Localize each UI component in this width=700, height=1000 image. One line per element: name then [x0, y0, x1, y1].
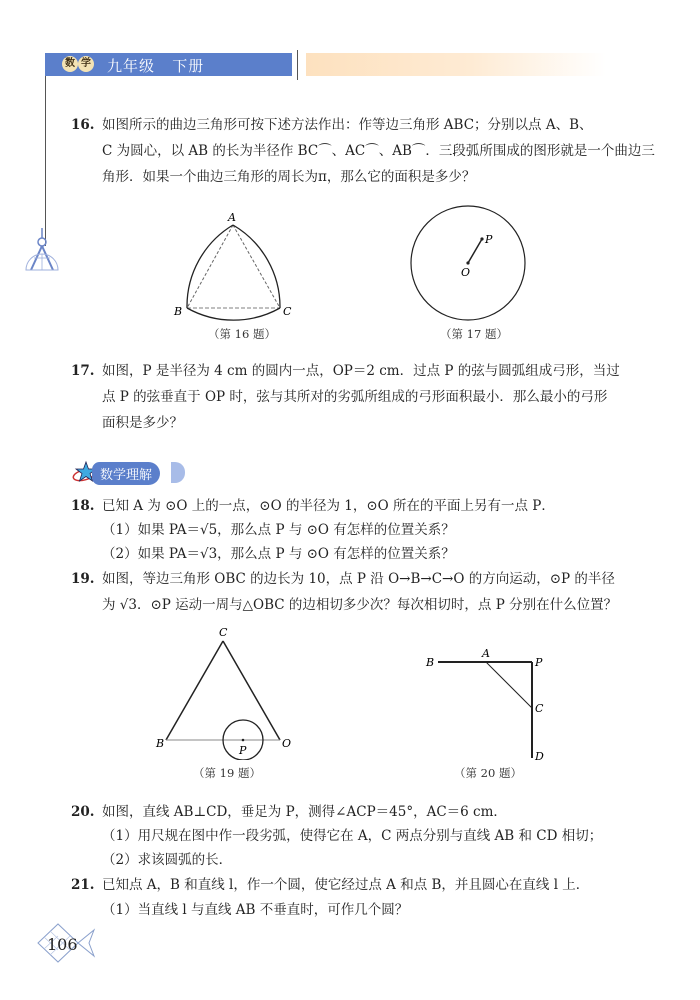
figure-16-caption: （第 16 题） — [208, 327, 276, 341]
problem-17-line-1: 如图，P 是半径为 4 cm 的圆内一点，OP＝2 cm．过点 P 的弦与圆弧组成弓形，当过 — [102, 363, 620, 379]
figure-17-caption: （第 17 题） — [440, 327, 508, 341]
svg-text:B: B — [156, 737, 165, 750]
subject-badge-char: 学 — [78, 56, 94, 72]
svg-text:P: P — [239, 744, 247, 757]
problem-20-line-3: （2）求该圆弧的长． — [102, 852, 233, 868]
svg-text:A: A — [228, 211, 236, 224]
problem-16-line-1: 如图所示的曲边三角形可按下述方法作出：作等边三角形 ABC；分别以点 A、B、 — [102, 117, 593, 133]
problem-17-line-2: 点 P 的弦垂直于 OP 时，弦与其所对的劣弧所组成的弓形面积最小．那么最小的弓形 — [102, 389, 608, 405]
problem-19-line-1: 如图，等边三角形 OBC 的边长为 10，点 P 沿 O→B→C→O 的方向运动，⊙P 的半径 — [102, 571, 615, 587]
problem-number: 20. — [71, 804, 95, 820]
problem-number: 18. — [71, 498, 95, 514]
svg-text:B: B — [426, 656, 435, 669]
problem-number: 21. — [71, 877, 95, 893]
problem-number: 19. — [71, 571, 95, 587]
svg-text:C: C — [219, 626, 228, 639]
problem-number: 16. — [71, 117, 95, 133]
compass-icon — [22, 228, 62, 276]
svg-text:C: C — [283, 305, 292, 318]
problem-20-line-1: 如图，直线 AB⊥CD，垂足为 P，测得∠ACP＝45°，AC＝6 cm． — [102, 804, 507, 820]
problem-number: 17. — [71, 363, 95, 379]
problem-18-line-2: （1）如果 PA＝√5，那么点 P 与 ⊙O 有怎样的位置关系？ — [102, 522, 455, 538]
header-gradient-band — [306, 53, 606, 76]
margin-rule — [45, 76, 46, 246]
figure-16-reuleaux-triangle — [160, 205, 320, 325]
problem-21-line-2: （1）当直线 l 与直线 AB 不垂直时，可作几个圆？ — [102, 902, 409, 918]
section-label: 数学理解 — [92, 462, 160, 485]
svg-text:P: P — [535, 656, 543, 669]
problem-18-line-3: （2）如果 PA＝√3，那么点 P 与 ⊙O 有怎样的位置关系？ — [102, 546, 455, 562]
page-number: 106 — [47, 935, 78, 954]
book-title: 九年级 下册 — [107, 57, 205, 75]
svg-text:C: C — [535, 702, 544, 715]
svg-text:O: O — [282, 737, 292, 750]
figure-19-triangle — [140, 620, 310, 760]
problem-17-line-3: 面积是多少？ — [102, 415, 183, 431]
problem-20-line-2: （1）用尺规在图中作一段劣弧，使得它在 A，C 两点分别与直线 AB 和 CD 相切； — [102, 828, 603, 844]
figure-20-perpendicular-lines — [410, 640, 570, 765]
svg-text:P: P — [485, 233, 493, 246]
problem-21-line-1: 已知点 A，B 和直线 l，作一个圆，使它经过点 A 和点 B，并且圆心在直线 l 上． — [102, 877, 590, 893]
figure-20-caption: （第 20 题） — [454, 766, 522, 780]
svg-text:B: B — [174, 305, 183, 318]
problem-19-line-2: 为 √3．⊙P 运动一周与△OBC 的边相切多少次？每次相切时，点 P 分别在什么位置？ — [102, 597, 618, 613]
svg-text:A: A — [482, 647, 490, 660]
subject-badge — [62, 56, 94, 72]
svg-text:D: D — [535, 750, 544, 763]
figure-19-caption: （第 19 题） — [193, 766, 261, 780]
problem-16-line-3: 角形．如果一个曲边三角形的周长为π，那么它的面积是多少？ — [102, 169, 476, 185]
header-divider — [297, 50, 298, 80]
figure-17-circle — [400, 205, 550, 325]
svg-text:O: O — [461, 266, 471, 279]
problem-16-line-2: C 为圆心，以 AB 的长为半径作 BC⌒、AC⌒、AB⌒．三段弧所围成的图形就是一个曲边三 — [102, 143, 655, 159]
subject-badge-char: 数 — [62, 56, 78, 72]
section-label-tail — [171, 462, 185, 483]
problem-18-line-1: 已知 A 为 ⊙O 上的一点，⊙O 的半径为 1，⊙O 所在的平面上另有一点 P． — [102, 498, 555, 514]
